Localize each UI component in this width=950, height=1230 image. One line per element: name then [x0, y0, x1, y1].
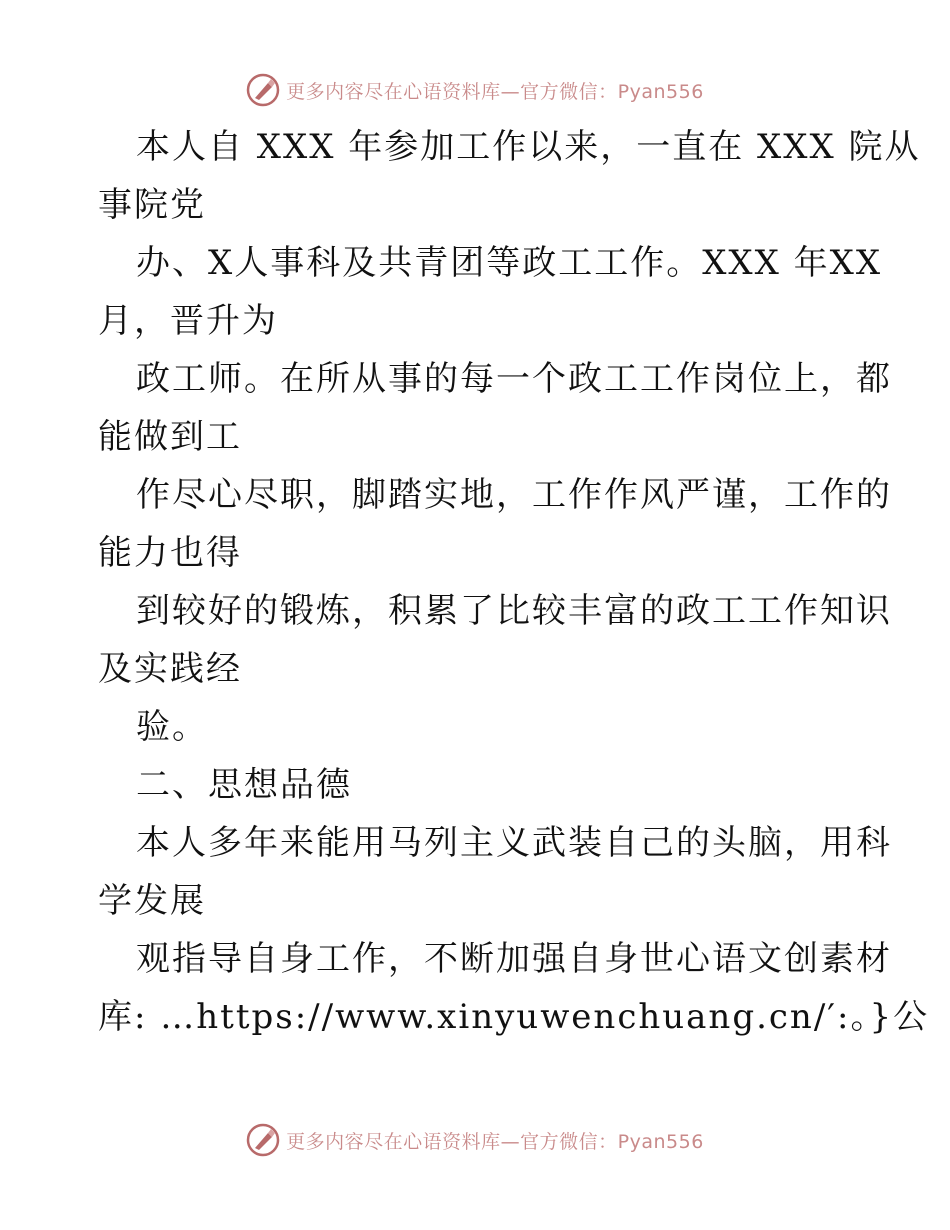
body-line: 到较好的锻炼，积累了比较丰富的政工工作知识	[136, 591, 892, 631]
body-line: 及实践经	[98, 649, 242, 689]
body-line: 作尽心尽职，脚踏实地，工作作风严谨，工作的	[136, 475, 892, 515]
watermark-text: 更多内容尽在心语资料库—官方微信：Pyan556	[286, 80, 704, 103]
body-line: 验。	[136, 707, 208, 747]
section-heading: 二、思想品德	[136, 765, 352, 805]
pen-logo-icon	[246, 1123, 280, 1157]
body-line: 观指导自身工作，不断加强自身世心语文创素材	[136, 939, 892, 979]
body-line: 事院党	[98, 185, 206, 225]
body-line: 能做到工	[98, 417, 242, 457]
body-line: 本人自 XXX 年参加工作以来，一直在 XXX 院从	[136, 127, 921, 167]
footer-watermark	[0, 1120, 950, 1160]
body-line-url: 库: …https://www.xinyuwenchuang.cn/′:。}公	[98, 997, 930, 1037]
document-body	[98, 118, 930, 1046]
body-line: 办、X人事科及共青团等政工工作。XXX 年XX	[136, 243, 883, 283]
body-line: 学发展	[98, 881, 206, 921]
body-line: 月，晋升为	[98, 301, 278, 341]
header-watermark	[0, 70, 950, 110]
watermark-text: 更多内容尽在心语资料库—官方微信：Pyan556	[286, 1130, 704, 1153]
pen-logo-icon	[246, 73, 280, 107]
body-line: 本人多年来能用马列主义武装自己的头脑，用科	[136, 823, 892, 863]
body-line: 政工师。在所从事的每一个政工工作岗位上，都	[136, 359, 892, 399]
body-line: 能力也得	[98, 533, 242, 573]
